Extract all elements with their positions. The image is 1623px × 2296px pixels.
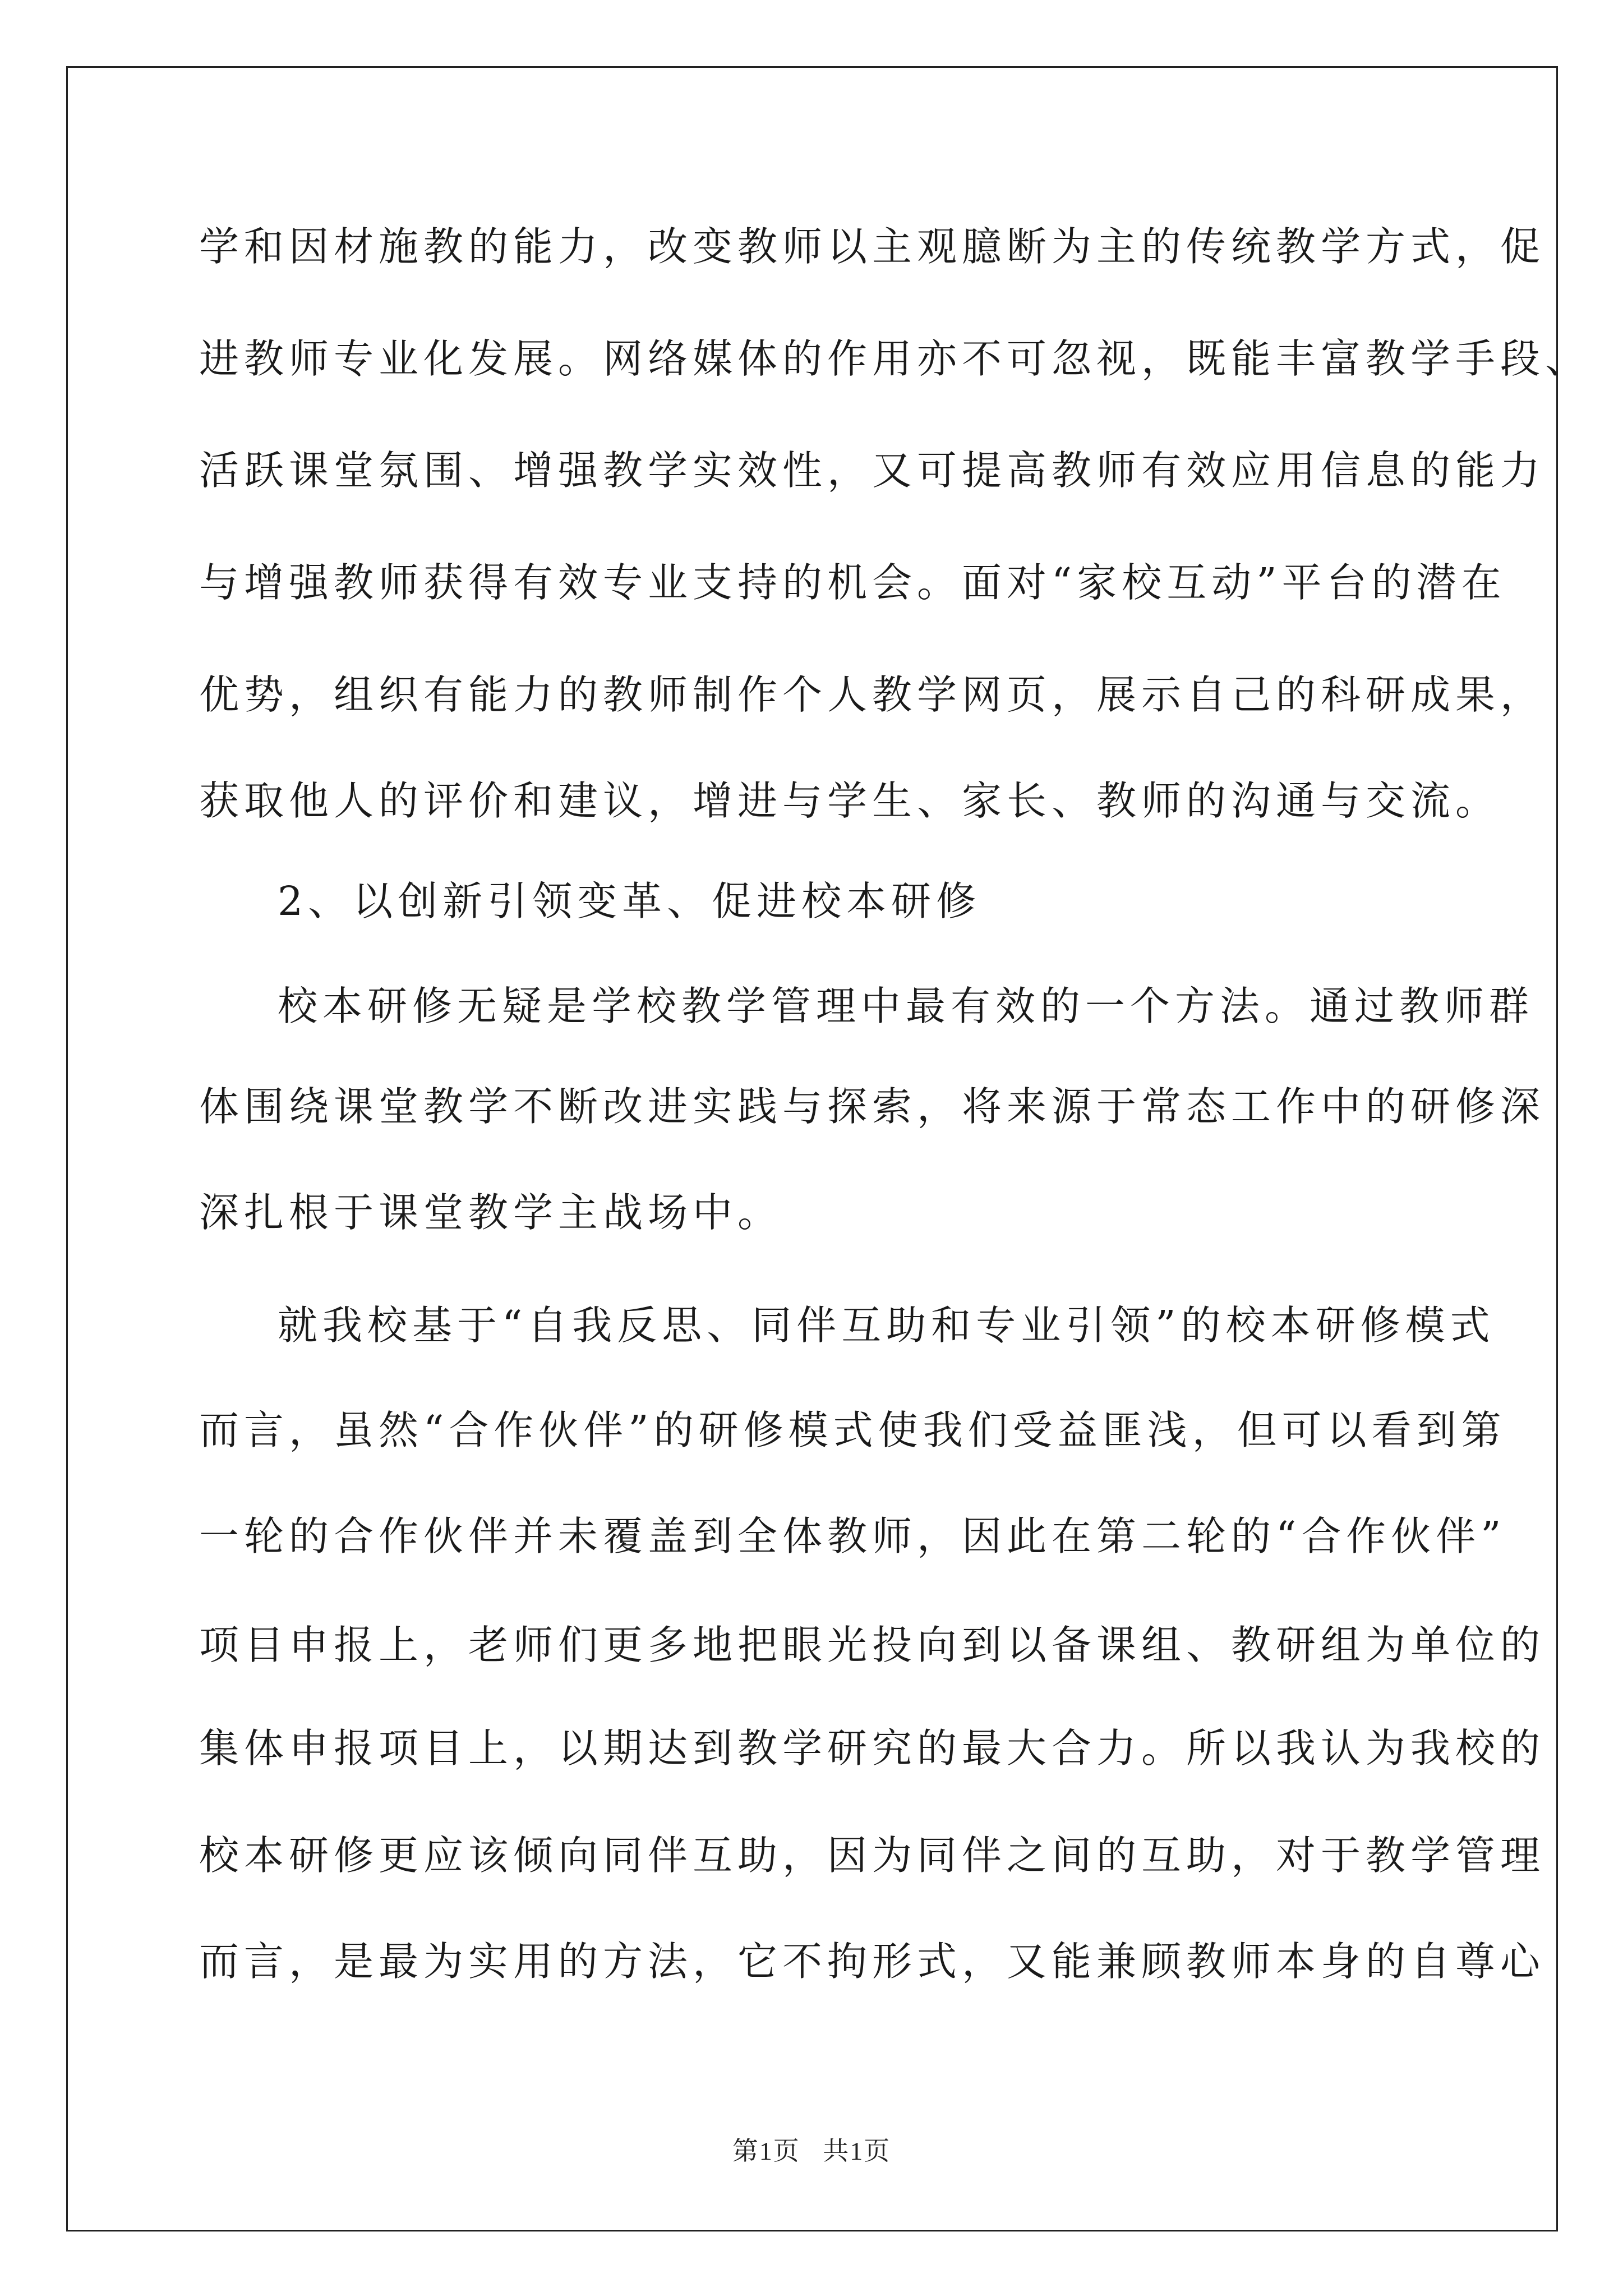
page-border <box>66 66 1558 2231</box>
body-text-line: 而言，是最为实用的方法，它不拘形式，又能兼顾教师本身的自尊心 <box>199 1938 1546 1985</box>
paragraph-first-line: 就我校基于“自我反思、同伴互助和专业引领”的校本研修模式 <box>278 1302 1495 1349</box>
body-text-line: 获取他人的评价和建议，增进与学生、家长、教师的沟通与交流。 <box>199 777 1501 824</box>
page-number-footer: 第1页 共1页 <box>732 2137 891 2165</box>
body-text-line: 优势，组织有能力的教师制作个人教学网页，展示自己的科研成果， <box>199 671 1546 718</box>
body-text-line: 体围绕课堂教学不断改进实践与探索，将来源于常态工作中的研修深 <box>199 1083 1546 1130</box>
body-text-line: 深扎根于课堂教学主战场中。 <box>199 1189 783 1236</box>
body-text-line: 集体申报项目上，以期达到教学研究的最大合力。所以我认为我校的 <box>199 1725 1546 1772</box>
section-heading: 2、以创新引领变革、促进校本研修 <box>278 878 981 924</box>
body-text-line: 学和因材施教的能力，改变教师以主观臆断为主的传统教学方式，促 <box>199 223 1546 270</box>
body-text-line: 项目申报上，老师们更多地把眼光投向到以备课组、教研组为单位的 <box>199 1622 1546 1668</box>
body-text-line: 活跃课堂氛围、增强教学实效性，又可提高教师有效应用信息的能力 <box>199 447 1546 494</box>
body-text-line: 而言，虽然“合作伙伴”的研修模式使我们受益匪浅，但可以看到第 <box>199 1407 1506 1453</box>
body-text-line: 与增强教师获得有效专业支持的机会。面对“家校互动”平台的潜在 <box>199 559 1506 606</box>
body-text-line: 进教师专业化发展。网络媒体的作用亦不可忽视，既能丰富教学手段、 <box>199 335 1590 382</box>
body-text-line: 一轮的合作伙伴并未覆盖到全体教师，因此在第二轮的“合作伙伴” <box>199 1513 1506 1559</box>
body-text-line: 校本研修更应该倾向同伴互助，因为同伴之间的互助，对于教学管理 <box>199 1832 1546 1879</box>
paragraph-first-line: 校本研修无疑是学校教学管理中最有效的一个方法。通过教师群 <box>278 983 1534 1029</box>
